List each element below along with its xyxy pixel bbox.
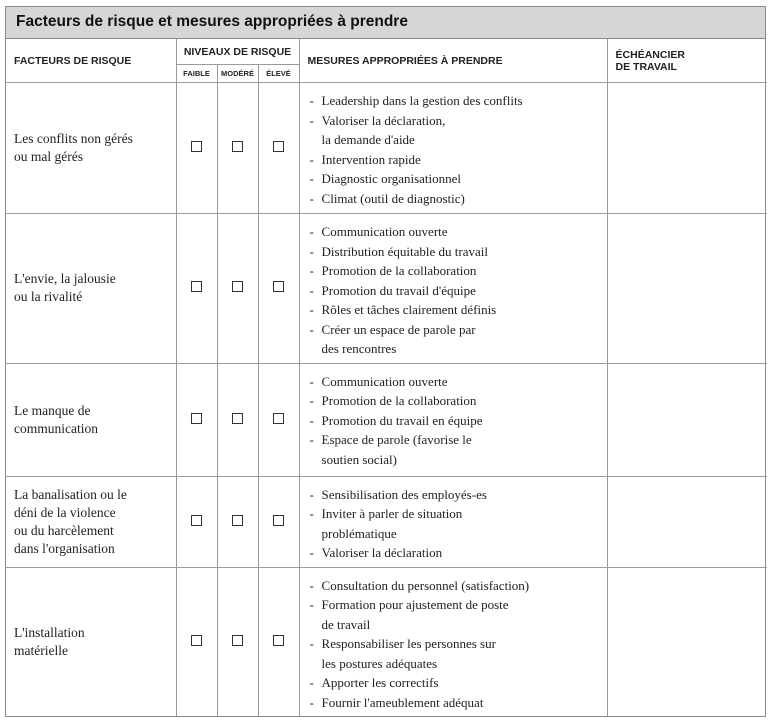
measure-item xyxy=(310,320,603,359)
checkbox-eleve[interactable] xyxy=(273,413,284,424)
risk-factor-cell xyxy=(6,83,176,214)
measures-cell xyxy=(299,83,607,214)
header-schedule xyxy=(607,39,767,83)
risk-table xyxy=(6,39,767,716)
measure-line: Espace de parole (favorise le xyxy=(321,432,472,447)
bullet-dash: - xyxy=(309,597,314,612)
checkbox-modere[interactable] xyxy=(232,281,243,292)
measure-line: Diagnostic organisationnel xyxy=(321,171,462,186)
bullet-dash: - xyxy=(309,432,314,447)
measure-line: Valoriser la déclaration, xyxy=(321,112,446,128)
risk-table-card xyxy=(5,6,766,717)
measure-line: Communication ouverte xyxy=(321,373,448,389)
measures-list xyxy=(310,222,603,359)
level-cell-faible xyxy=(176,476,217,567)
measure-item xyxy=(310,189,603,209)
schedule-cell[interactable] xyxy=(607,363,767,476)
header-faible: FAIBLE xyxy=(176,65,217,83)
risk-factor-line: matérielle xyxy=(14,642,68,658)
checkbox-eleve[interactable] xyxy=(273,635,284,646)
bullet-dash: - xyxy=(309,224,314,239)
measures-list xyxy=(310,91,603,208)
measure-line: Promotion de la collaboration xyxy=(321,263,477,278)
table-title: Facteurs de risque et mesures appropriées à prendre xyxy=(6,7,765,39)
checkbox-faible[interactable] xyxy=(191,141,202,152)
bullet-dash: - xyxy=(309,282,314,298)
level-cell-eleve xyxy=(258,476,299,567)
risk-factor-line: dans l'organisation xyxy=(14,540,115,556)
bullet-dash: - xyxy=(309,694,314,710)
measure-line: Inviter à parler de situation xyxy=(321,506,463,521)
measure-line: Formation pour ajustement de poste xyxy=(321,597,509,612)
measure-line: Leadership dans la gestion des conflits xyxy=(321,93,523,108)
bullet-dash: - xyxy=(309,243,314,259)
bullet-dash: - xyxy=(309,302,314,317)
risk-factor-cell xyxy=(6,567,176,716)
risk-factor-line: L'envie, la jalousie xyxy=(14,271,116,287)
risk-factor-line: Les conflits non gérés xyxy=(14,131,133,146)
level-cell-faible xyxy=(176,567,217,716)
risk-factor-cell xyxy=(6,363,176,476)
measure-line: Intervention rapide xyxy=(321,151,421,167)
header-levels: NIVEAUX DE RISQUE xyxy=(176,39,299,65)
measure-item xyxy=(310,634,603,673)
measures-list xyxy=(310,485,603,563)
header-eleve: ÉLEVÉ xyxy=(258,65,299,83)
header-factors: FACTEURS DE RISQUE xyxy=(6,39,176,83)
measure-line: les postures adéquates xyxy=(321,655,438,671)
level-cell-faible xyxy=(176,83,217,214)
measure-item xyxy=(310,391,603,411)
measure-line: Promotion du travail en équipe xyxy=(321,412,483,428)
risk-factor-line: La banalisation ou le xyxy=(14,486,127,502)
measure-line: problématique xyxy=(321,525,397,541)
bullet-dash: - xyxy=(309,321,314,337)
measure-line: de travail xyxy=(321,616,371,632)
bullet-dash: - xyxy=(309,263,314,278)
checkbox-eleve[interactable] xyxy=(273,281,284,292)
schedule-cell[interactable] xyxy=(607,83,767,214)
measure-line: Distribution équitable du travail xyxy=(321,243,488,259)
risk-factor-cell xyxy=(6,476,176,567)
measures-cell xyxy=(299,214,607,364)
measures-cell xyxy=(299,363,607,476)
risk-factor-cell xyxy=(6,214,176,364)
table-row xyxy=(6,567,767,716)
measure-line: Rôles et tâches clairement définis xyxy=(321,302,497,317)
checkbox-modere[interactable] xyxy=(232,635,243,646)
bullet-dash: - xyxy=(309,151,314,167)
measure-item xyxy=(310,693,603,713)
measure-item xyxy=(310,430,603,469)
bullet-dash: - xyxy=(309,545,314,560)
header-modere: MODÉRÉ xyxy=(217,65,258,83)
checkbox-faible[interactable] xyxy=(191,281,202,292)
bullet-dash: - xyxy=(309,373,314,389)
bullet-dash: - xyxy=(309,506,314,521)
measures-list xyxy=(310,372,603,470)
measure-line: Fournir l'ameublement adéquat xyxy=(321,694,484,710)
bullet-dash: - xyxy=(309,171,314,186)
measure-item xyxy=(310,504,603,543)
bullet-dash: - xyxy=(309,675,314,690)
table-row xyxy=(6,83,767,214)
level-cell-modere xyxy=(217,567,258,716)
bullet-dash: - xyxy=(309,577,314,593)
bullet-dash: - xyxy=(309,112,314,128)
level-cell-faible xyxy=(176,363,217,476)
measure-line: Responsabiliser les personnes sur xyxy=(321,636,496,651)
risk-factor-line: ou mal gérés xyxy=(14,149,83,164)
schedule-cell[interactable] xyxy=(607,567,767,716)
measure-item xyxy=(310,242,603,262)
bullet-dash: - xyxy=(309,393,314,408)
checkbox-modere[interactable] xyxy=(232,413,243,424)
bullet-dash: - xyxy=(309,636,314,651)
risk-factor-line: ou du harcèlement xyxy=(14,522,114,538)
checkbox-faible[interactable] xyxy=(191,413,202,424)
header-schedule-line1: ÉCHÉANCIER xyxy=(615,48,685,61)
checkbox-faible[interactable] xyxy=(191,635,202,646)
bullet-dash: - xyxy=(309,412,314,428)
level-cell-modere xyxy=(217,476,258,567)
measures-cell xyxy=(299,567,607,716)
table-row xyxy=(6,363,767,476)
measure-item xyxy=(310,372,603,392)
risk-factor-line: Le manque de xyxy=(14,402,91,418)
checkbox-eleve[interactable] xyxy=(273,141,284,152)
measure-line: Communication ouverte xyxy=(321,224,448,239)
bullet-dash: - xyxy=(309,190,314,206)
measure-item xyxy=(310,595,603,634)
measure-line: Sensibilisation des employés-es xyxy=(321,486,487,502)
schedule-cell[interactable] xyxy=(607,476,767,567)
header-measures: MESURES APPROPRIÉES À PRENDRE xyxy=(299,39,607,83)
checkbox-eleve[interactable] xyxy=(273,515,284,526)
measure-item xyxy=(310,222,603,242)
measure-item xyxy=(310,543,603,563)
measure-line: Créer un espace de parole par xyxy=(321,321,476,337)
table-row xyxy=(6,476,767,567)
risk-factor-line: L'installation xyxy=(14,624,85,640)
measure-item xyxy=(310,261,603,281)
checkbox-modere[interactable] xyxy=(232,141,243,152)
checkbox-modere[interactable] xyxy=(232,515,243,526)
table-row xyxy=(6,214,767,364)
level-cell-eleve xyxy=(258,567,299,716)
table-body xyxy=(6,83,767,717)
measure-item xyxy=(310,411,603,431)
measure-line: soutien social) xyxy=(321,451,397,467)
risk-factor-line: communication xyxy=(14,420,98,436)
schedule-cell[interactable] xyxy=(607,214,767,364)
level-cell-eleve xyxy=(258,83,299,214)
measure-item xyxy=(310,485,603,505)
measure-line: Promotion de la collaboration xyxy=(321,393,477,408)
measures-cell xyxy=(299,476,607,567)
measure-item xyxy=(310,91,603,111)
measures-list xyxy=(310,576,603,713)
measure-item xyxy=(310,673,603,693)
measure-line: Apporter les correctifs xyxy=(321,675,439,690)
measure-line: Promotion du travail d'équipe xyxy=(321,282,476,298)
bullet-dash: - xyxy=(309,486,314,502)
measure-line: Consultation du personnel (satisfaction) xyxy=(321,577,530,593)
level-cell-faible xyxy=(176,214,217,364)
header-schedule-line2: DE TRAVAIL xyxy=(615,60,677,73)
bullet-dash: - xyxy=(309,93,314,108)
level-cell-eleve xyxy=(258,214,299,364)
level-cell-modere xyxy=(217,83,258,214)
measure-item xyxy=(310,150,603,170)
level-cell-modere xyxy=(217,214,258,364)
measure-line: des rencontres xyxy=(321,341,397,356)
measure-line: la demande d'aide xyxy=(321,132,415,147)
measure-line: Valoriser la déclaration xyxy=(321,545,443,560)
risk-factor-line: ou la rivalité xyxy=(14,289,83,305)
measure-item xyxy=(310,576,603,596)
risk-factor-line: déni de la violence xyxy=(14,504,116,520)
measure-item xyxy=(310,300,603,320)
measure-item xyxy=(310,169,603,189)
level-cell-eleve xyxy=(258,363,299,476)
checkbox-faible[interactable] xyxy=(191,515,202,526)
measure-item xyxy=(310,111,603,150)
measure-line: Climat (outil de diagnostic) xyxy=(321,190,465,206)
measure-item xyxy=(310,281,603,301)
level-cell-modere xyxy=(217,363,258,476)
